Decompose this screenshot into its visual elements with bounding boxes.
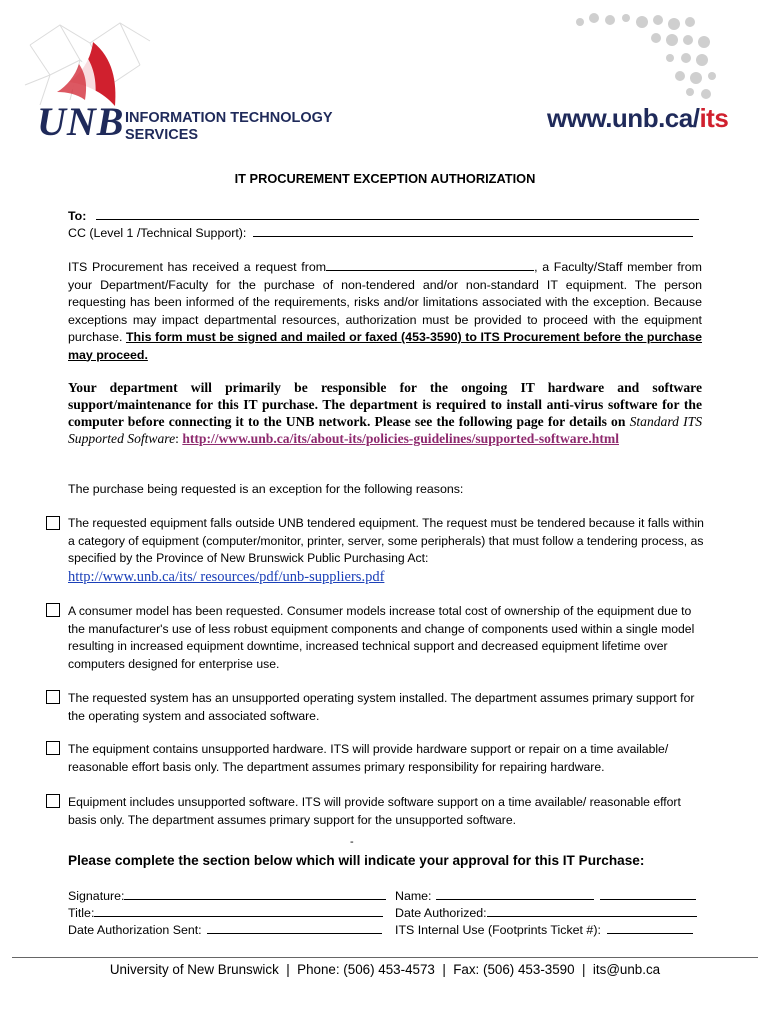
its-internal-label: ITS Internal Use (Footprints Ticket #): <box>395 923 601 937</box>
reason-1-text: The requested equipment falls outside UNB tendered equipment. The request must be tendered because it falls within a category of equipment (computer/monitor, printer, server, some peripherals) that must follow a tendering process, as specified by the Province of New Brunswick Public Purchasing Act: <box>68 516 704 565</box>
footer-contact: University of New Brunswick | Phone: (506) 453-4573 | Fax: (506) 453-3590 | its@unb.ca <box>109 962 661 977</box>
website-url <box>547 103 728 133</box>
suppliers-pdf-link[interactable]: http://www.unb.ca/its/ resources/pdf/unb-suppliers.pdf <box>68 569 385 585</box>
website-suffix: its <box>699 103 729 133</box>
reason-4-text: The equipment contains unsupported hardware. ITS will provide hardware support or repair on a time available/ reasonable effort basis only. The department assumes primary responsibility for repairing hardware. <box>68 742 669 774</box>
to-field[interactable] <box>96 207 699 220</box>
responsibility-colon: : <box>175 431 179 446</box>
name-field[interactable] <box>436 887 594 900</box>
title-field[interactable] <box>94 904 383 917</box>
cc-label: CC (Level 1 /Technical Support): <box>68 226 247 240</box>
date-sent-row <box>68 921 382 940</box>
reason-3-checkbox[interactable] <box>46 690 60 704</box>
date-sent-label: Date Authorization Sent: <box>68 923 202 937</box>
date-authorized-row <box>395 904 697 923</box>
date-sent-field[interactable] <box>207 921 382 934</box>
dept-name-line1: INFORMATION TECHNOLOGY <box>125 110 333 126</box>
footer-rule <box>12 957 758 958</box>
intro-text-rest: , a Faculty/Staff member from your Department/Faculty for the purchase of non-tendered and/or non-standard IT equipment. The person requesting has been informed of the requirements, risks and/or limitations associated with the exception. Because exceptions may impact departmental resources, authorization must be provided to proceed with the equipment purchase. <box>68 260 702 344</box>
responsibility-italic: Standard ITS Supported Software <box>68 414 702 446</box>
cc-row <box>68 224 708 243</box>
reasons-intro: The purchase being requested is an exception for the following reasons: <box>68 482 464 496</box>
reason-3-text: The requested system has an unsupported operating system installed. The department assumes primary support for the operating system and associated software. <box>68 691 695 723</box>
form-title: IT PROCUREMENT EXCEPTION AUTHORIZATION <box>234 171 536 186</box>
approval-heading: Please complete the section below which will indicate your approval for this IT Purchase: <box>68 853 645 868</box>
its-internal-row <box>395 921 693 940</box>
requester-name-field[interactable] <box>326 258 534 271</box>
separator-dash: - <box>350 836 354 848</box>
date-authorized-label: Date Authorized: <box>395 906 487 920</box>
signature-row <box>68 887 386 906</box>
intro-text-start: ITS Procurement has received a request from <box>68 260 327 274</box>
name-field-extra[interactable] <box>600 887 696 900</box>
website-prefix: www.unb.ca/ <box>547 103 700 133</box>
reason-1-checkbox[interactable] <box>46 516 60 530</box>
unb-logo-text: UNB <box>37 99 125 144</box>
name-row <box>395 887 696 906</box>
responsibility-text: Your department will primarily be responsible for the ongoing IT hardware and software support/maintenance for this IT purchase. The department is required to install anti-virus software for the computer before connecting it to the UNB network. Please see the following page for details on <box>68 380 702 429</box>
dept-name-line2: SERVICES <box>125 127 199 143</box>
responsibility-paragraph <box>68 379 702 447</box>
title-row <box>68 904 383 923</box>
cc-field[interactable] <box>253 224 693 237</box>
intro-paragraph <box>68 258 702 364</box>
reason-2-text: A consumer model has been requested. Consumer models increase total cost of ownership of the equipment due to the manufacturer's use of less robust equipment components and change of components used within a single model resulting in increased equipment downtime, increased technical support and decreased equipment lifetime over computers designed for enterprise use. <box>68 604 695 671</box>
name-label: Name: <box>395 889 432 903</box>
title-label: Title: <box>68 906 95 920</box>
signature-field[interactable] <box>124 887 386 900</box>
its-internal-field[interactable] <box>607 921 693 934</box>
reason-2-checkbox[interactable] <box>46 603 60 617</box>
to-row <box>68 207 708 226</box>
date-authorized-field[interactable] <box>487 904 697 917</box>
reason-5-text: Equipment includes unsupported software. ITS will provide software support on a time available/ reasonable effort basis only. The department assumes primary support for the unsupported software. <box>68 795 681 827</box>
decorative-dot-pattern <box>560 10 720 100</box>
signature-label: Signature: <box>68 889 125 903</box>
supported-software-link[interactable]: http://www.unb.ca/its/about-its/policies-guidelines/supported-software.html <box>182 431 619 446</box>
intro-bold-notice: This form must be signed and mailed or faxed (453-3590) to ITS Procurement before the purchase may proceed. <box>68 330 702 362</box>
reason-5-checkbox[interactable] <box>46 794 60 808</box>
reason-4-checkbox[interactable] <box>46 741 60 755</box>
to-label: To: <box>68 209 87 223</box>
